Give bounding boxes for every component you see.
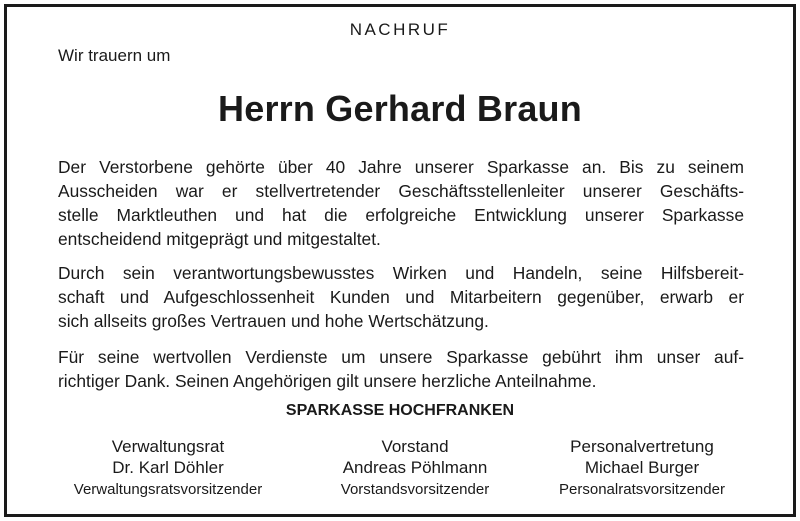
signatory-staff-council xyxy=(522,436,762,501)
signatory-name: Michael Burger xyxy=(584,458,700,477)
signatory-management xyxy=(295,436,535,501)
signatory-body: Vorstand xyxy=(381,437,449,456)
organization-name: SPARKASSE HOCHFRANKEN xyxy=(285,402,515,419)
paragraph-1 xyxy=(58,155,744,251)
paragraph-line: stelle Marktleuthen und hat die erfolgreiche Entwicklung unserer Sparkasse xyxy=(58,205,744,225)
paragraph-3 xyxy=(58,345,744,393)
signatory-title: Vorstandsvorsitzender xyxy=(340,481,490,498)
paragraph-line: Der Verstorbene gehörte über 40 Jahre unserer Sparkasse an. Bis zu seinem xyxy=(58,157,744,177)
paragraph-line: Durch sein verantwortungsbewusstes Wirken und Handeln, seine Hilfsbereit- xyxy=(58,263,744,283)
paragraph-line: entscheidend mitgeprägt und mitgestaltet. xyxy=(58,229,381,249)
paragraph-line: richtiger Dank. Seinen Angehörigen gilt unsere herzliche Anteilnahme. xyxy=(58,371,597,391)
signatory-body: Verwaltungsrat xyxy=(111,437,225,456)
intro-text: Wir trauern um xyxy=(58,46,171,65)
paragraph-line: sich allseits großes Vertrauen und hohe Wertschätzung. xyxy=(58,311,489,331)
signatory-name: Andreas Pöhlmann xyxy=(342,458,488,477)
paragraph-line: Ausscheiden war er stellvertretender Geschäftsstellenleiter unserer Geschäfts- xyxy=(58,181,744,201)
signatory-title: Verwaltungsratsvorsitzender xyxy=(73,481,263,498)
obituary-heading: NACHRUF xyxy=(349,20,451,39)
paragraph-line: Für seine wertvollen Verdienste um unsere Sparkasse gebührt ihm unser auf- xyxy=(58,347,744,367)
paragraph-line: schaft und Aufgeschlossenheit Kunden und Mitarbeitern gegenüber, erwarb er xyxy=(58,287,744,307)
paragraph-2 xyxy=(58,261,744,333)
signatory-body: Personalvertretung xyxy=(570,437,714,456)
signatory-title: Personalratsvorsitzender xyxy=(559,481,725,498)
signatory-board xyxy=(48,436,288,501)
signatory-name: Dr. Karl Döhler xyxy=(112,458,224,477)
deceased-name: Herrn Gerhard Braun xyxy=(218,88,582,129)
